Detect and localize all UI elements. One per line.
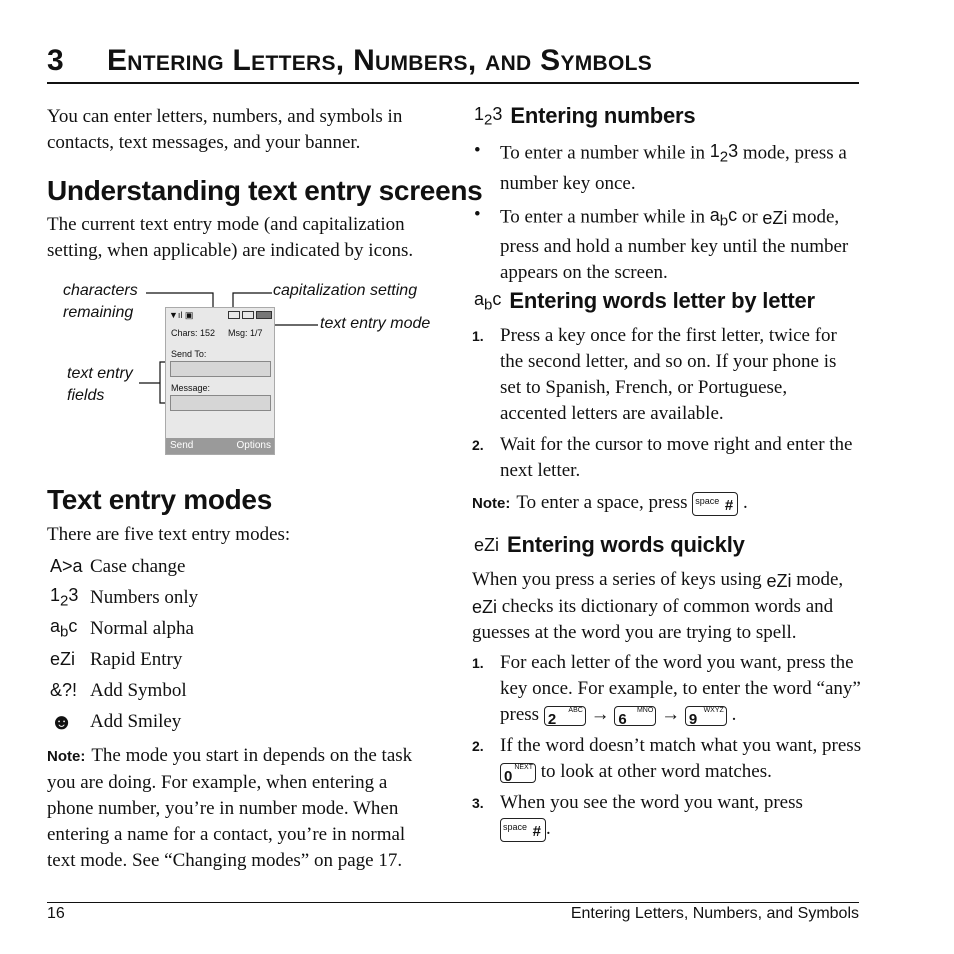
mode-item: eZi Rapid Entry [50, 648, 183, 670]
normal-alpha-icon: $a_bc$ [474, 288, 502, 314]
chapter-number: 3 [47, 44, 64, 77]
normal-alpha-icon: $a_bc$ [709, 204, 738, 230]
msg-count: Msg: 1/7 [228, 328, 263, 338]
send-softkey[interactable]: Send [170, 440, 194, 451]
mode-item: A>a Case change [50, 555, 186, 577]
chapter-title: Entering Letters, Numbers, and Symbols [107, 44, 653, 77]
rapid-entry-icon: eZi [762, 207, 788, 228]
callout-characters-remaining: characters remaining [63, 282, 138, 321]
heading-entering-numbers: $1_23$ Entering numbers [474, 103, 696, 129]
mode-item: $1_23$ Numbers only [50, 585, 199, 610]
key-0-next-icon: 0 NEXT [500, 763, 536, 783]
key-2-icon: 2 ABC [544, 706, 586, 726]
numbers-icon: $1_23$ [474, 103, 503, 129]
battery-icon [256, 311, 272, 319]
modes-intro: There are five text entry modes: [47, 524, 291, 545]
key-6-icon: 6 MNO [614, 706, 656, 726]
understanding-paragraph: The current text entry mode (and capitalization setting, when applicable) are indicated by icons. [47, 214, 414, 261]
list-item: 2. If the word doesn’t match what you want, press 0 NEXT to look at other word matches. [472, 735, 862, 785]
signal-icon: ▼ıl ▣ [169, 310, 194, 320]
list-item: • To enter a number while in $a_bc$ or eZi mode, press and hold a number key until the number appears on the screen. [472, 202, 858, 287]
page-footer [47, 902, 859, 923]
rapid-entry-icon: eZi [766, 570, 792, 591]
list-item: 1. Press a key once for the first letter, twice for the second letter, and so on. If your phone is set to Spanish, French, or Portuguese, accented letters are available. [472, 325, 837, 424]
message-label: Message: [171, 383, 211, 393]
add-symbol-icon: &?! [50, 680, 78, 700]
mode-icon [242, 311, 254, 319]
heading-text-entry-modes: Text entry modes [47, 484, 272, 515]
key-9-icon: 9 WXYZ [685, 706, 727, 726]
rapid-entry-icon: eZi [472, 597, 498, 618]
smiley-icon: ☻ [50, 708, 74, 734]
message-field[interactable] [170, 395, 271, 411]
callout-capitalization-setting: capitalization setting [273, 282, 418, 299]
page-number: 16 [47, 905, 65, 922]
phone-screen [165, 307, 275, 455]
callout-text-entry-mode: text entry mode [320, 315, 431, 332]
note-label: Note: [47, 748, 86, 765]
quick-paragraph: When you press a series of keys using eZi mode, eZi checks its dictionary of common words and guesses at the word you are trying to spell. [472, 569, 844, 644]
letter-steps [472, 323, 858, 489]
intro-paragraph: You can enter letters, numbers, and symbols in contacts, text messages, and your banner. [47, 106, 403, 153]
send-to-label: Send To: [171, 349, 207, 359]
softkey-bar [166, 438, 274, 454]
heading-understanding: Understanding text entry screens [47, 175, 483, 206]
list-item: 3. When you see the word you want, press # space . [472, 792, 803, 840]
list-item: • To enter a number while in $1_23$ mode, press a number key once. [472, 138, 858, 197]
callout-text-entry-fields: text entry fields [67, 365, 133, 404]
heading-words-quickly: eZi Entering words quickly [474, 532, 745, 557]
chars-count: Chars: 152 [171, 328, 216, 338]
mode-item: $a_bc$ Normal alpha [50, 616, 194, 641]
list-item: 1. For each letter of the word you want, press the key once. For example, to enter the word “any” press 2 ABC → 6 MNO → 9 WXYZ . [472, 652, 861, 728]
mode-item: &?! Add Symbol [50, 679, 187, 701]
modes-list [50, 551, 350, 737]
quick-steps [472, 650, 862, 847]
modes-note: Note: The mode you start in depends on the task you are doing. For example, when entering a phone number, you’re in number mode. When entering a name for a contact, you’re in normal text mode. See “Changing modes” on page 17. [47, 745, 413, 871]
numbers-list [472, 138, 858, 291]
space-key-icon: # space [692, 492, 738, 516]
normal-alpha-icon: $a_bc$ [50, 616, 78, 641]
list-item: 2. Wait for the cursor to move right and enter the next letter. [472, 434, 853, 481]
footer-title: Entering Letters, Numbers, and Symbols [570, 905, 859, 922]
rapid-entry-icon: eZi [50, 649, 76, 669]
numbers-icon: $1_23$ [50, 585, 79, 610]
case-change-icon: A>a [50, 556, 83, 576]
send-to-field[interactable] [170, 361, 271, 377]
space-key-icon: # space [500, 818, 546, 842]
options-softkey[interactable]: Options [236, 440, 271, 451]
case-icon [228, 311, 240, 319]
rapid-entry-icon: eZi [474, 534, 500, 555]
heading-letter-by-letter: $a_bc$ Entering words letter by letter [474, 288, 815, 314]
letter-note: Note: To enter a space, press # space . [472, 492, 748, 514]
mode-item: ☻ Add Smiley [50, 708, 182, 734]
numbers-icon: $1_23$ [709, 141, 739, 166]
